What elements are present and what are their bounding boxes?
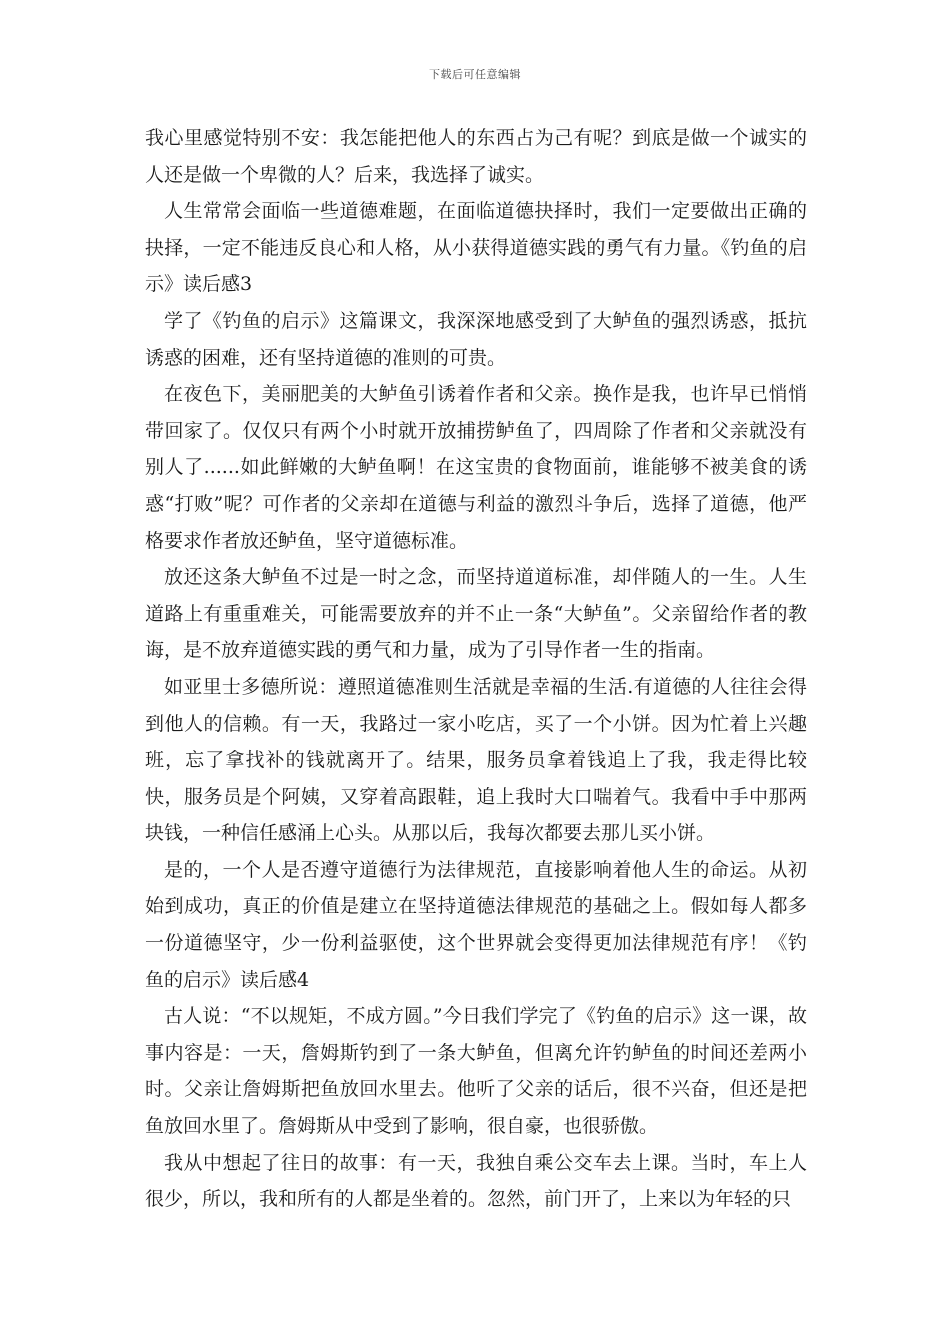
paragraph: 古人说：“不以规矩，不成方圆。”今日我们学完了《钓鱼的启示》这一课，故事内容是：一天，詹姆斯钓到了一条大鲈鱼，但离允许钓鲈鱼的时间还差两小时。父亲让詹姆斯把鱼放回水里去。他听了父亲的话后，很不兴奋，但还是把鱼放回水里了。詹姆斯从中受到了影响，很自豪，也很骄傲。 (145, 1005, 807, 1138)
paragraph: 学了《钓鱼的启示》这篇课文，我深深地感受到了大鲈鱼的强烈诱惑，抵抗诱惑的困难，还有坚持道德的准则的可贵。 (145, 309, 807, 369)
paragraph: 我从中想起了往日的故事：有一天，我独自乘公交车去上课。当时，车上人很少，所以，我和所有的人都是坐着的。忽然，前门开了，上来以为年轻的只 (145, 1151, 807, 1211)
paragraph: 是的，一个人是否遵守道德行为法律规范，直接影响着他人生的命运。从初始到成功，真正的价值是建立在坚持道德法律规范的基础之上。假如每人都多一份道德坚守，少一份利益驱使，这个世界就会变得更加法律规范有序！《钓鱼的启示》读后感4 (145, 858, 807, 991)
document-body (145, 120, 807, 1218)
paragraph: 人生常常会面临一些道德难题，在面临道德抉择时，我们一定要做出正确的抉择，一定不能违反良心和人格，从小获得道德实践的勇气有力量。《钓鱼的启示》读后感3 (145, 200, 807, 296)
paragraph: 在夜色下，美丽肥美的大鲈鱼引诱着作者和父亲。换作是我，也许早已悄悄带回家了。仅仅只有两个小时就开放捕捞鲈鱼了，四周除了作者和父亲就没有别人了......如此鲜嫩的大鲈鱼啊！在这宝贵的食物面前，谁能够不被美食的诱惑“打败”呢？可作者的父亲却在道德与利益的激烈斗争后，选择了道德，他严格要求作者放还鲈鱼，坚守道德标准。 (145, 383, 807, 552)
page-header: 下载后可任意编辑 (429, 68, 521, 81)
paragraph: 如亚里士多德所说：遵照道德准则生活就是幸福的生活.有道德的人往往会得到他人的信赖。有一天，我路过一家小吃店，买了一个小饼。因为忙着上兴趣班，忘了拿找补的钱就离开了。结果，服务员拿着钱追上了我，我走得比较快，服务员是个阿姨，又穿着高跟鞋，追上我时大口喘着气。我看中手中那两块钱，一种信任感涌上心头。从那以后，我每次都要去那儿买小饼。 (145, 675, 807, 845)
paragraph: 我心里感觉特别不安：我怎能把他人的东西占为己有呢？到底是做一个诚实的人还是做一个卑微的人？后来，我选择了诚实。 (145, 127, 807, 186)
paragraph: 放还这条大鲈鱼不过是一时之念，而坚持道道标准，却伴随人的一生。人生道路上有重重难关，可能需要放弃的并不止一条“大鲈鱼”。父亲留给作者的教诲，是不放弃道德实践的勇气和力量，成为了引导作者一生的指南。 (145, 566, 807, 662)
